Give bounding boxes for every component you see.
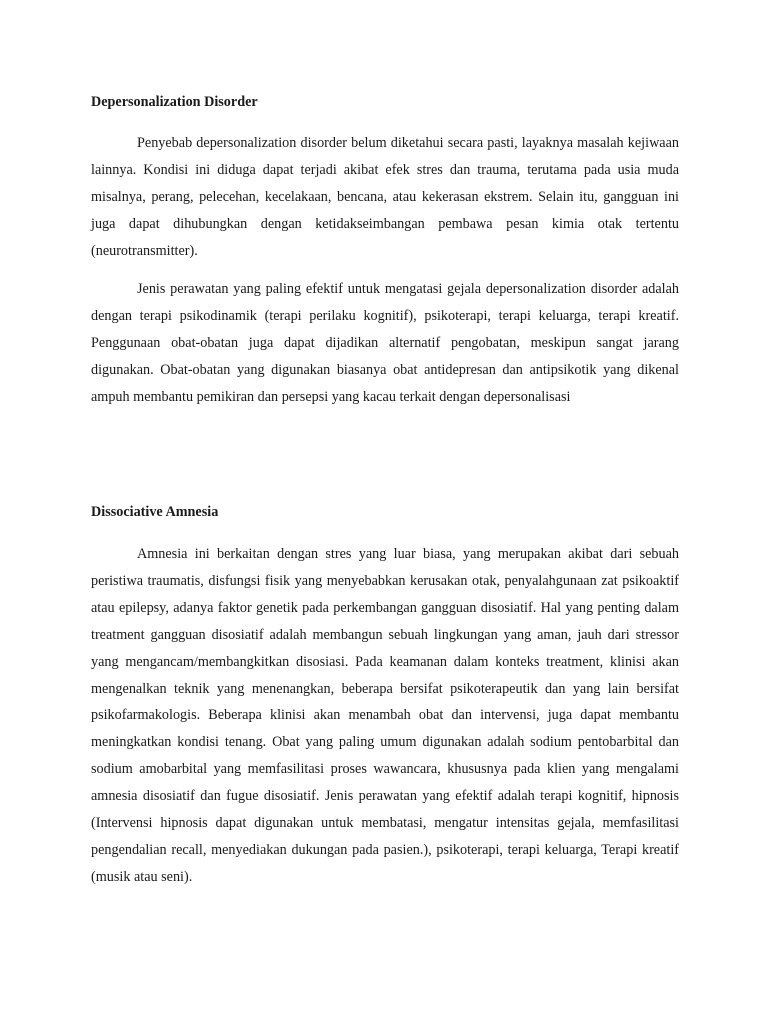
paragraph: Penyebab depersonalization disorder belum diketahui secara pasti, layaknya masalah kejiwaan lainnya. Kondisi ini diduga dapat terjadi akibat efek stres dan trauma, terutama pada usia muda misalnya, perang, pelecehan, kecelakaan, bencana, atau kekerasan ekstrem. Selain itu, gangguan ini juga dapat dihubungkan dengan ketidakseimbangan pembawa pesan kimia otak tertentu (neurotransmitter). [91, 135, 679, 259]
paragraph: Amnesia ini berkaitan dengan stres yang luar biasa, yang merupakan akibat dari sebuah peristiwa traumatis, disfungsi fisik yang menyebabkan kerusakan otak, penyalahgunaan zat psikoaktif atau epilepsy, adanya faktor genetik pada perkembangan gangguan disosiatif. Hal yang penting dalam treatment gangguan disosiatif adalah membangun sebuah lingkungan yang aman, jauh dari stressor yang mengancam/membangkitkan disosiasi. Pada keamanan dalam konteks treatment, klinisi akan mengenalkan teknik yang menenangkan, beberapa bersifat psikoterapeutik dan yang lain bersifat psikofarmakologis. Beberapa klinisi akan menambah obat dan intervensi, juga dapat membantu meningkatkan kondisi tenang. Obat yang paling umum digunakan adalah sodium pentobarbital dan sodium amobarbital yang memfasilitasi proses wawancara, khususnya pada klien yang mengalami amnesia disosiatif dan fugue disosiatif. Jenis perawatan yang efektif adalah terapi kognitif, hipnosis (Intervensi hipnosis dapat digunakan untuk membatasi, mengatur intensitas gejala, memfasilitasi pengendalian recall, menyediakan dukungan pada pasien.), psikoterapi, terapi keluarga, Terapi kreatif (musik atau seni). [91, 546, 679, 885]
section-heading: Dissociative Amnesia [91, 504, 219, 520]
paragraph: Jenis perawatan yang paling efektif untuk mengatasi gejala depersonalization disorder adalah dengan terapi psikodinamik (terapi perilaku kognitif), psikoterapi, terapi keluarga, terapi kreatif. Penggunaan obat-obatan juga dapat dijadikan alternatif pengobatan, meskipun sangat jarang digunakan. Obat-obatan yang digunakan biasanya obat antidepresan dan antipsikotik yang dikenal ampuh membantu pemikiran dan persepsi yang kacau terkait dengan depersonalisasi [91, 281, 679, 405]
section-heading: Depersonalization Disorder [91, 94, 258, 110]
